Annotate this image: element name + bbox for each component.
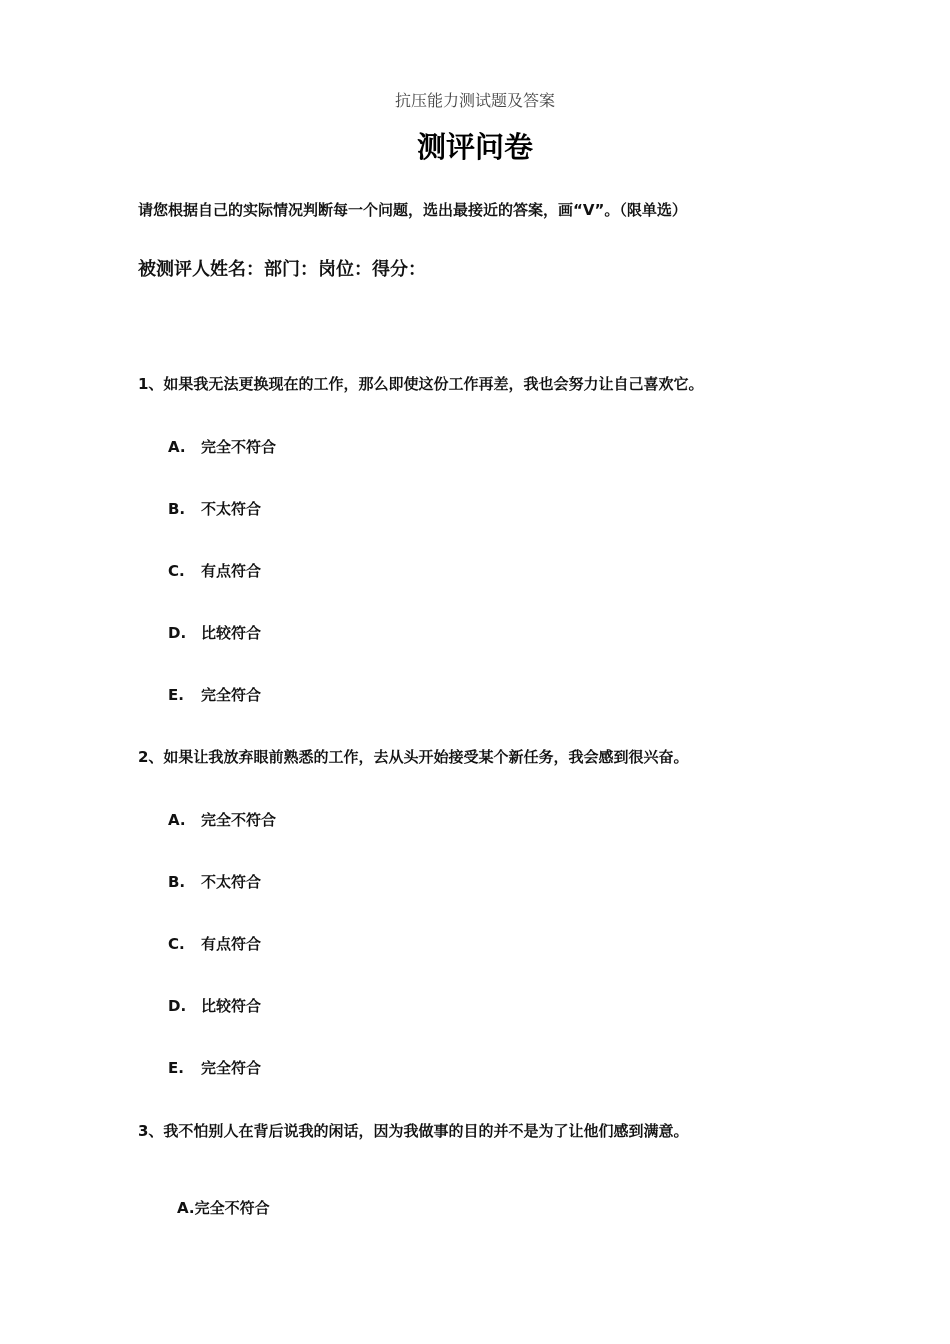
option-letter: E. bbox=[168, 1059, 184, 1077]
option-label: 完全符合 bbox=[201, 1059, 262, 1077]
option-letter: D. bbox=[168, 997, 187, 1015]
option-letter: C. bbox=[168, 562, 185, 580]
question-1-option-b bbox=[168, 498, 261, 519]
question-2-option-c bbox=[168, 933, 261, 954]
option-label: 比较符合 bbox=[201, 997, 262, 1015]
question-1: 1、如果我无法更换现在的工作，那么即使这份工作再差，我也会努力让自己喜欢它。 bbox=[138, 375, 704, 393]
question-2: 2、如果让我放弃眼前熟悉的工作，去从头开始接受某个新任务，我会感到很兴奋。 bbox=[138, 748, 689, 766]
option-label: 有点符合 bbox=[201, 935, 262, 953]
option-letter: B. bbox=[168, 500, 186, 518]
option-label: 完全符合 bbox=[201, 686, 262, 704]
question-2-option-a bbox=[168, 809, 276, 830]
question-1-option-d bbox=[168, 622, 261, 643]
respondent-fields: 被测评人姓名：部门：岗位：得分： bbox=[138, 259, 426, 280]
option-label: 完全不符合 bbox=[201, 438, 277, 456]
question-3: 3、我不怕别人在背后说我的闲话，因为我做事的目的并不是为了让他们感到满意。 bbox=[138, 1122, 689, 1140]
option-letter: D. bbox=[168, 624, 187, 642]
option-label: 完全不符合 bbox=[201, 811, 277, 829]
option-letter: A. bbox=[168, 811, 186, 829]
option-label: 不太符合 bbox=[201, 873, 262, 891]
question-1-option-e bbox=[168, 684, 261, 705]
question-2-option-e bbox=[168, 1057, 261, 1078]
question-2-option-b bbox=[168, 871, 261, 892]
question-1-option-a bbox=[168, 436, 276, 457]
question-1-option-c bbox=[168, 560, 261, 581]
option-label: 有点符合 bbox=[201, 562, 262, 580]
question-3-option-a: A.完全不符合 bbox=[177, 1199, 270, 1217]
page-title: 测评问卷 bbox=[416, 130, 533, 164]
instructions: 请您根据自己的实际情况判断每一个问题，选出最接近的答案，画“V”。（限单选） bbox=[138, 201, 687, 219]
running-header: 抗压能力测试题及答案 bbox=[394, 91, 555, 110]
question-2-option-d bbox=[168, 995, 261, 1016]
option-letter: E. bbox=[168, 686, 184, 704]
option-label: 比较符合 bbox=[201, 624, 262, 642]
option-letter: C. bbox=[168, 935, 185, 953]
option-letter: B. bbox=[168, 873, 186, 891]
option-label: 不太符合 bbox=[201, 500, 262, 518]
option-letter: A. bbox=[168, 438, 186, 456]
